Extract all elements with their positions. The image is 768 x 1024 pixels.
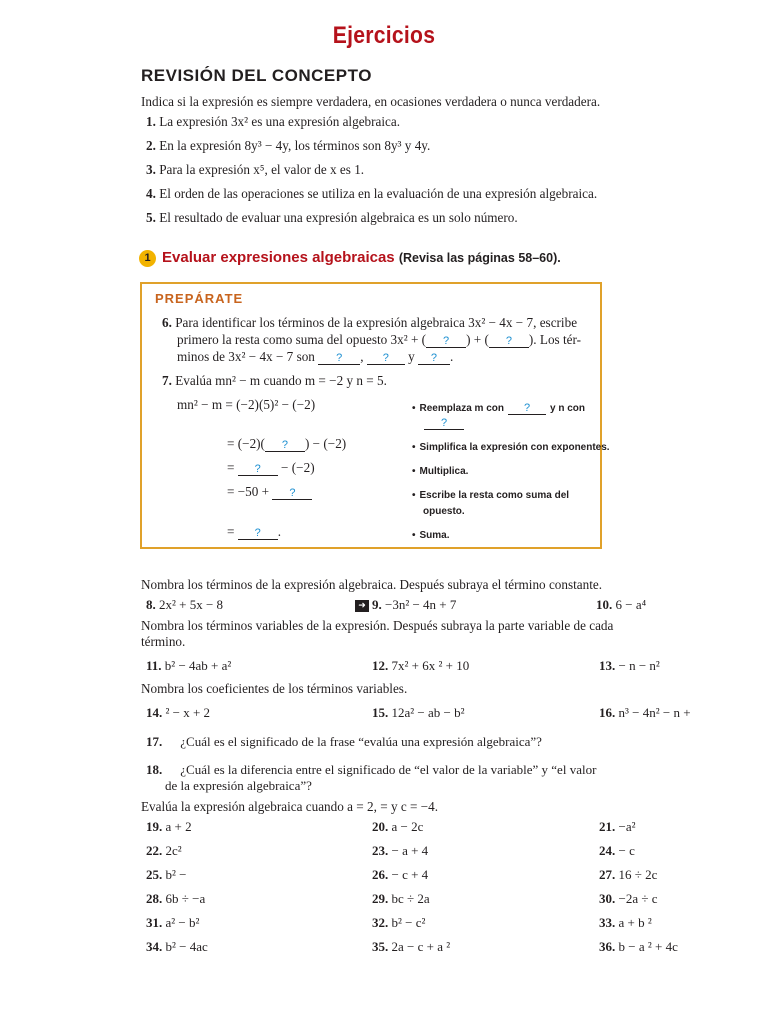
exercise-9: ➜ 9. −3n² − 4n + 7 — [355, 597, 456, 613]
q7-step-2: = (−2)( ? ) − (−2) — [227, 436, 347, 451]
exercise-evaluate: 35. 2a − c + a ² — [372, 939, 451, 954]
q6-line3: minos de 3x² − 4x − 7 son ? , ? y ? . — [177, 349, 454, 364]
answer-blank[interactable]: ? — [272, 488, 312, 500]
instr-variable-terms-2: término. — [141, 634, 186, 649]
exercise-evaluate: 36. b − a ² + 4c — [599, 939, 678, 954]
review-item-1: 1. La expresión 3x² es una expresión algebraica. — [146, 114, 401, 129]
exercise-evaluate: 30. −2a ÷ c — [599, 891, 658, 906]
prepare-heading: PREPÁRATE — [155, 291, 244, 306]
q7-note-3: • Multiplica. — [412, 466, 469, 477]
section-badge: 1 — [139, 250, 156, 267]
answer-blank[interactable]: ? — [426, 336, 466, 348]
q7-note-5: • Suma. — [412, 530, 450, 541]
exercise-evaluate: 33. a + b ² — [599, 915, 652, 930]
page-title: Ejercicios — [332, 22, 436, 49]
review-item-4: 4. El orden de las operaciones se utiliza en la evaluación de una expresión algebraica. — [146, 186, 598, 201]
exercise-evaluate: 21. −a² — [599, 819, 636, 834]
exercise-11: 11. b² − 4ab + a² — [146, 658, 232, 673]
q7-note-1-blank — [424, 413, 464, 431]
q7-note-1: • Reemplaza m con ? y n con — [412, 402, 586, 414]
exercise-evaluate: 28. 6b ÷ −a — [146, 891, 206, 906]
answer-blank[interactable]: ? — [424, 418, 464, 430]
q7-step-5: = ? . — [227, 524, 282, 539]
exercise-evaluate: 26. − c + 4 — [372, 867, 429, 882]
review-item-3: 3. Para la expresión x⁵, el valor de x es 1. — [146, 162, 365, 177]
exercise-8: 8. 2x² + 5x − 8 — [146, 597, 224, 612]
q7-step-1: mn² − m = (−2)(5)² − (−2) — [177, 397, 316, 412]
exercise-evaluate: 24. − c — [599, 843, 635, 858]
q6-line2: primero la resta como suma del opuesto 3x² + ( ? ) + ( ? ). Los tér- — [177, 332, 582, 347]
q7-step-3: = ? − (−2) — [227, 460, 315, 475]
answer-blank[interactable]: ? — [508, 403, 546, 415]
exercise-evaluate: 32. b² − c² — [372, 915, 426, 930]
answer-blank[interactable]: ? — [418, 353, 450, 365]
answer-blank[interactable]: ? — [318, 353, 360, 365]
concept-review-instructions: Indica si la expresión es siempre verdadera, en ocasiones verdadera o nunca verdadera. — [141, 94, 601, 109]
instr-terms: Nombra los términos de la expresión algebraica. Después subraya el término constante. — [141, 577, 603, 592]
review-item-2: 2. En la expresión 8y³ − 4y, los términos son 8y³ y 4y. — [146, 138, 431, 153]
q7-step-4: = −50 + ? — [227, 484, 312, 500]
q6-line1: 6. Para identificar los términos de la expresión algebraica 3x² − 4x − 7, escribe — [162, 315, 578, 330]
video-arrow-icon: ➜ — [355, 600, 369, 612]
exercise-evaluate: 34. b² − 4ac — [146, 939, 208, 954]
exercise-evaluate: 27. 16 ÷ 2c — [599, 867, 658, 882]
answer-blank[interactable]: ? — [238, 528, 278, 540]
exercise-18: 18. ¿Cuál es la diferencia entre el significado de “el valor de la variable” y “el valor — [146, 762, 597, 777]
exercise-evaluate: 31. a² − b² — [146, 915, 200, 930]
section-page-ref: (Revisa las páginas 58–60). — [398, 251, 561, 265]
exercise-evaluate: 19. a + 2 — [146, 819, 192, 834]
review-item-5: 5. El resultado de evaluar una expresión algebraica es un solo número. — [146, 210, 518, 225]
instr-coefficients: Nombra los coeficientes de los términos variables. — [141, 681, 408, 696]
exercise-evaluate: 23. − a + 4 — [372, 843, 429, 858]
exercise-evaluate: 29. bc ÷ 2a — [372, 891, 430, 906]
exercise-evaluate: 25. b² − — [146, 867, 187, 882]
q7-note-4: • Escribe la resta como suma del — [412, 490, 570, 501]
answer-blank[interactable]: ? — [238, 464, 278, 476]
q7-note-2: • Simplifica la expresión con exponentes. — [412, 442, 610, 453]
exercise-17: 17. ¿Cuál es el significado de la frase “evalúa una expresión algebraica”? — [146, 734, 542, 749]
exercise-evaluate: 20. a − 2c — [372, 819, 424, 834]
exercise-16: 16. n³ − 4n² − n + — [599, 705, 691, 720]
section-title: Evaluar expresiones algebraicas (Revisa las páginas 58–60). — [162, 249, 561, 266]
instr-variable-terms-1: Nombra los términos variables de la expresión. Después subraya la parte variable de cada — [141, 618, 614, 633]
exercise-15: 15. 12a² − ab − b² — [372, 705, 465, 720]
exercise-18-line2: de la expresión algebraica”? — [165, 778, 312, 793]
answer-blank[interactable]: ? — [265, 440, 305, 452]
q7-line: 7. Evalúa mn² − m cuando m = −2 y n = 5. — [162, 373, 387, 388]
exercise-12: 12. 7x² + 6x ² + 10 — [372, 658, 470, 673]
concept-review-heading: REVISIÓN DEL CONCEPTO — [141, 66, 372, 85]
q7-note-4b: opuesto. — [423, 506, 465, 517]
exercise-13: 13. − n − n² — [599, 658, 660, 673]
answer-blank[interactable]: ? — [367, 353, 405, 365]
instr-evaluate: Evalúa la expresión algebraica cuando a = 2, = y c = −4. — [141, 799, 439, 814]
exercise-evaluate: 22. 2c² — [146, 843, 182, 858]
answer-blank[interactable]: ? — [489, 336, 529, 348]
exercise-10: 10. 6 − a⁴ — [596, 597, 647, 612]
exercise-14: 14. ² − x + 2 — [146, 705, 211, 720]
